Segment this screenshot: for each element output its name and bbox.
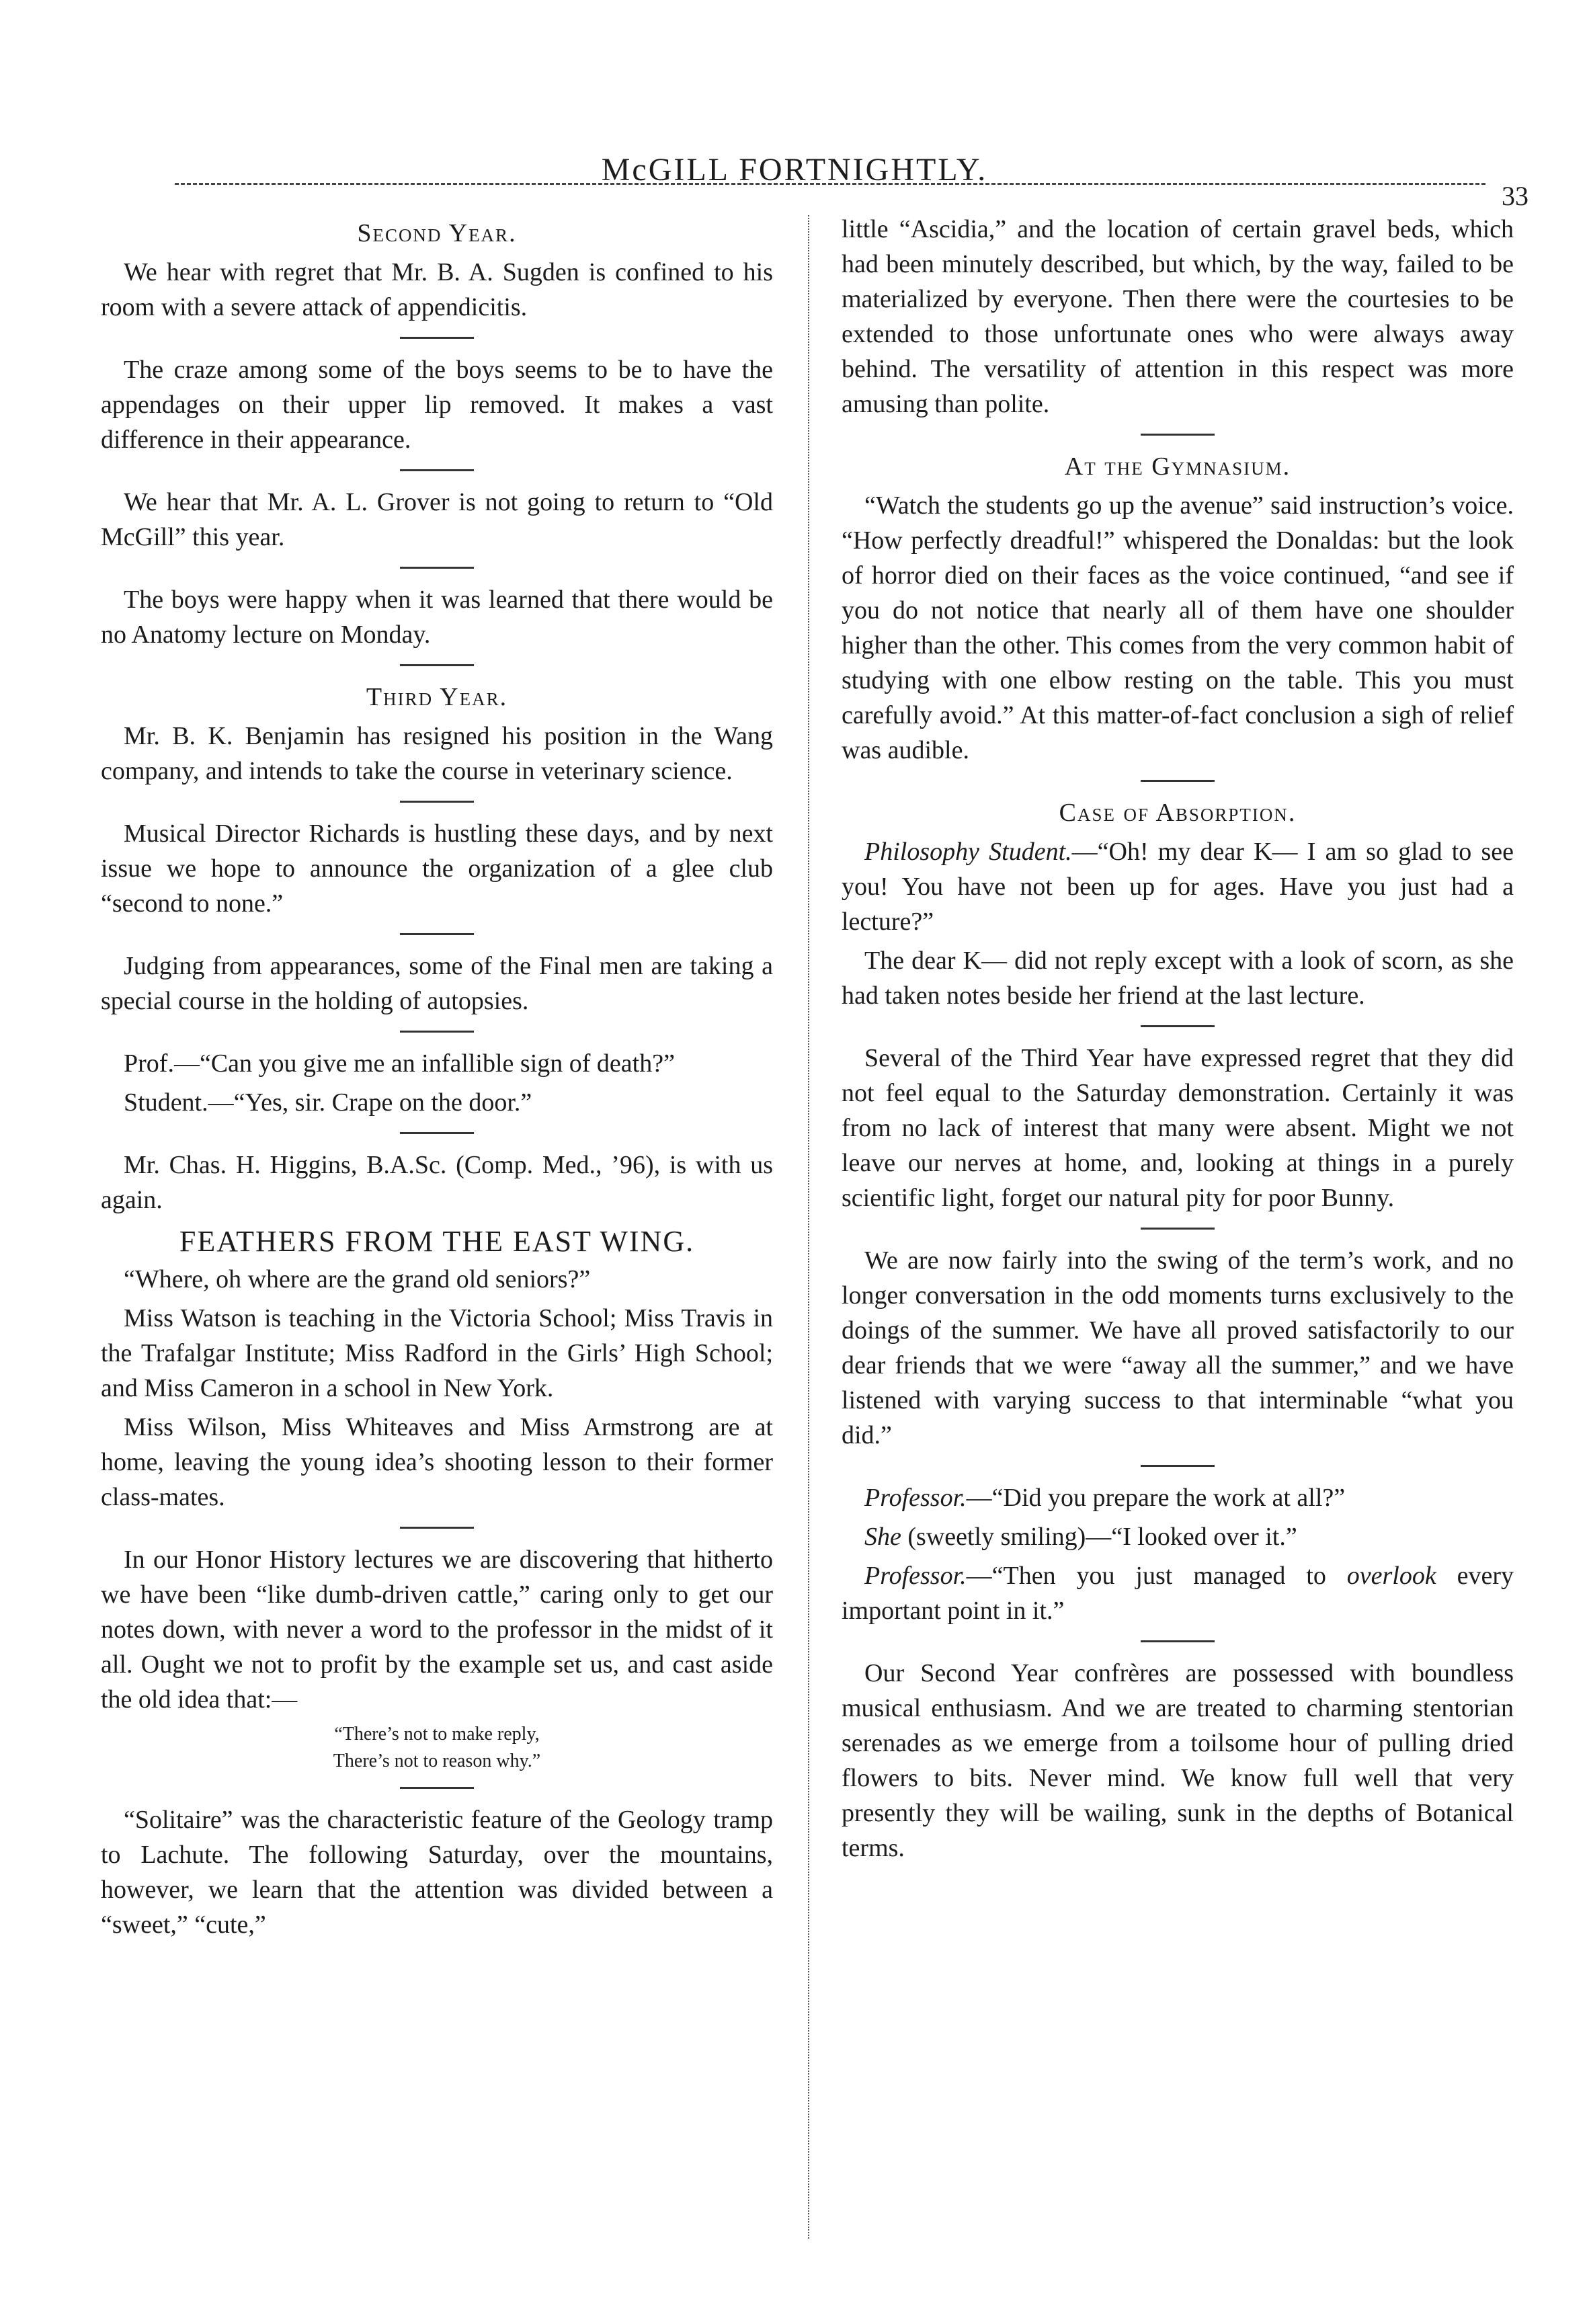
separator-rule (1141, 1025, 1215, 1027)
column-divider (808, 215, 809, 2239)
section-heading-second-year: Second Year. (357, 219, 517, 247)
paragraph: “Where, oh where are the grand old seniors?” (124, 1265, 591, 1293)
speaker-label: Philosophy Student. (864, 838, 1072, 866)
page-number: 33 (1502, 181, 1529, 211)
paragraph: We hear that Mr. A. L. Grover is not going to return to “Old McGill” this year. (101, 488, 773, 551)
paragraph: In our Honor History lectures we are discovering that hitherto we have been “like dumb-driven cattle,” caring only to get our notes down, with never a word to the professor in the midst of it all. Ought we not to profit by the example set us, and cast aside the old idea that:— (101, 1546, 773, 1714)
masthead: McGILL FORTNIGHTLY. (601, 152, 988, 188)
emphasis: overlook (1346, 1562, 1436, 1590)
paragraph: Musical Director Richards is hustling these days, and by next issue we hope to announce the organization of a glee club “second to none.” (101, 819, 773, 918)
separator-rule (1141, 1465, 1215, 1467)
paragraph: The boys were happy when it was learned that there would be no Anatomy lecture on Monday. (101, 586, 773, 649)
left-column (101, 212, 773, 1946)
separator-rule (1141, 780, 1215, 782)
speaker-label: She (864, 1523, 901, 1551)
dialogue-text: every important point in it.” (842, 1562, 1514, 1625)
paragraph: Miss Watson is teaching in the Victoria School; Miss Travis in the Trafalgar Institute; Miss Radford in the Girls’ High School; and Miss Cameron in a school in New York. (101, 1304, 773, 1402)
separator-rule (1141, 1640, 1215, 1642)
section-heading-gymnasium: At the Gymnasium. (1064, 452, 1291, 481)
speaker-label: Professor. (864, 1562, 967, 1590)
separator-rule (400, 664, 474, 666)
paragraph (842, 1480, 1514, 1515)
paragraph (842, 1558, 1514, 1628)
paragraph: “Watch the students go up the avenue” said instruction’s voice. “How perfectly dreadful!” whispered the Donaldas: but the look of horror died on their faces as the voice continued, “and see if you do not notice that nearly all of them have one shoulder higher than the other. This comes from the very common habit of studying with one elbow resting on the table. This you must carefully avoid.” At this matter-of-fact conclusion a sigh of relief was audible. (842, 491, 1514, 764)
paragraph (842, 834, 1514, 939)
separator-rule (400, 801, 474, 803)
right-column (842, 212, 1514, 1870)
paragraph: Prof.—“Can you give me an infallible sign of death?” (124, 1049, 675, 1078)
speaker-label: Professor. (864, 1484, 967, 1512)
paragraph: The craze among some of the boys seems to be to have the appendages on their upper lip removed. It makes a vast difference in their appearance. (101, 356, 773, 454)
section-heading-east-wing: FEATHERS FROM THE EAST WING. (179, 1225, 695, 1258)
verse-line: “There’s not to make reply, (334, 1724, 540, 1745)
paragraph: Judging from appearances, some of the Final men are taking a special course in the holding of autopsies. (101, 952, 773, 1015)
verse-line: There’s not to reason why.” (333, 1751, 541, 1771)
separator-rule (1141, 1228, 1215, 1230)
paragraph: The dear K— did not reply except with a look of scorn, as she had taken notes beside her friend at the last lecture. (842, 947, 1514, 1010)
separator-rule (400, 1031, 474, 1033)
dialogue-text: —“Did you prepare the work at all?” (966, 1484, 1346, 1512)
separator-rule (400, 567, 474, 569)
dialogue-text: —“Then you just managed to (966, 1562, 1347, 1590)
dialogue-text: (sweetly smiling)—“I looked over it.” (901, 1523, 1297, 1551)
separator-rule (400, 1527, 474, 1529)
separator-rule (400, 1132, 474, 1134)
separator-rule (400, 1787, 474, 1789)
header-rule (175, 183, 1485, 185)
paragraph: Our Second Year confrères are possessed with boundless musical enthusiasm. And we are treated to charming stentorian serenades as we emerge from a toilsome hour of pulling dried flowers to bits. Never mind. We know full well that very presently they will be wailing, sunk in the depths of Botanical terms. (842, 1659, 1514, 1862)
paragraph: Student.—“Yes, sir. Crape on the door.” (124, 1088, 532, 1117)
paragraph: Several of the Third Year have expressed regret that they did not feel equal to the Saturday demonstration. Certainly it was from no lack of interest that many were absent. Might we not leave our nerves at home, and, looking at things in a purely scientific light, forget our natural pity for poor Bunny. (842, 1044, 1514, 1212)
paragraph: Miss Wilson, Miss Whiteaves and Miss Armstrong are at home, leaving the young idea’s shooting lesson to their former class-mates. (101, 1413, 773, 1511)
separator-rule (400, 469, 474, 471)
dialogue-text: —“Oh! my dear K— I am so glad to see you! You have not been up for ages. Have you just had a lecture?” (842, 838, 1514, 936)
paragraph: “Solitaire” was the characteristic feature of the Geology tramp to Lachute. The following Saturday, over the mountains, however, we learn that the attention was divided between a “sweet,” “cute,” (101, 1806, 773, 1939)
paragraph: We hear with regret that Mr. B. A. Sugden is confined to his room with a severe attack of appendicitis. (101, 258, 773, 321)
paragraph (842, 1519, 1514, 1554)
section-heading-third-year: Third Year. (366, 683, 508, 711)
separator-rule (400, 933, 474, 935)
separator-rule (1141, 434, 1215, 436)
paragraph: Mr. Chas. H. Higgins, B.A.Sc. (Comp. Med., ’96), is with us again. (101, 1151, 773, 1214)
paragraph: little “Ascidia,” and the location of certain gravel beds, which had been minutely described, but which, by the way, failed to be materialized by everyone. Then there were the courtesies to be extended to those unfortunate ones who were always away behind. The versatility of attention in this respect was more amusing than polite. (842, 215, 1514, 418)
section-heading-absorption: Case of Absorption. (1059, 799, 1297, 827)
separator-rule (400, 337, 474, 339)
paragraph: We are now fairly into the swing of the term’s work, and no longer conversation in the odd moments turns exclusively to the doings of the summer. We have all proved satisfactorily to our dear friends that we were “away all the summer,” and we have listened with varying success to that interminable “what you did.” (842, 1246, 1514, 1449)
paragraph: Mr. B. K. Benjamin has resigned his position in the Wang company, and intends to take the course in veterinary science. (101, 722, 773, 785)
verse-quote (101, 1721, 773, 1775)
